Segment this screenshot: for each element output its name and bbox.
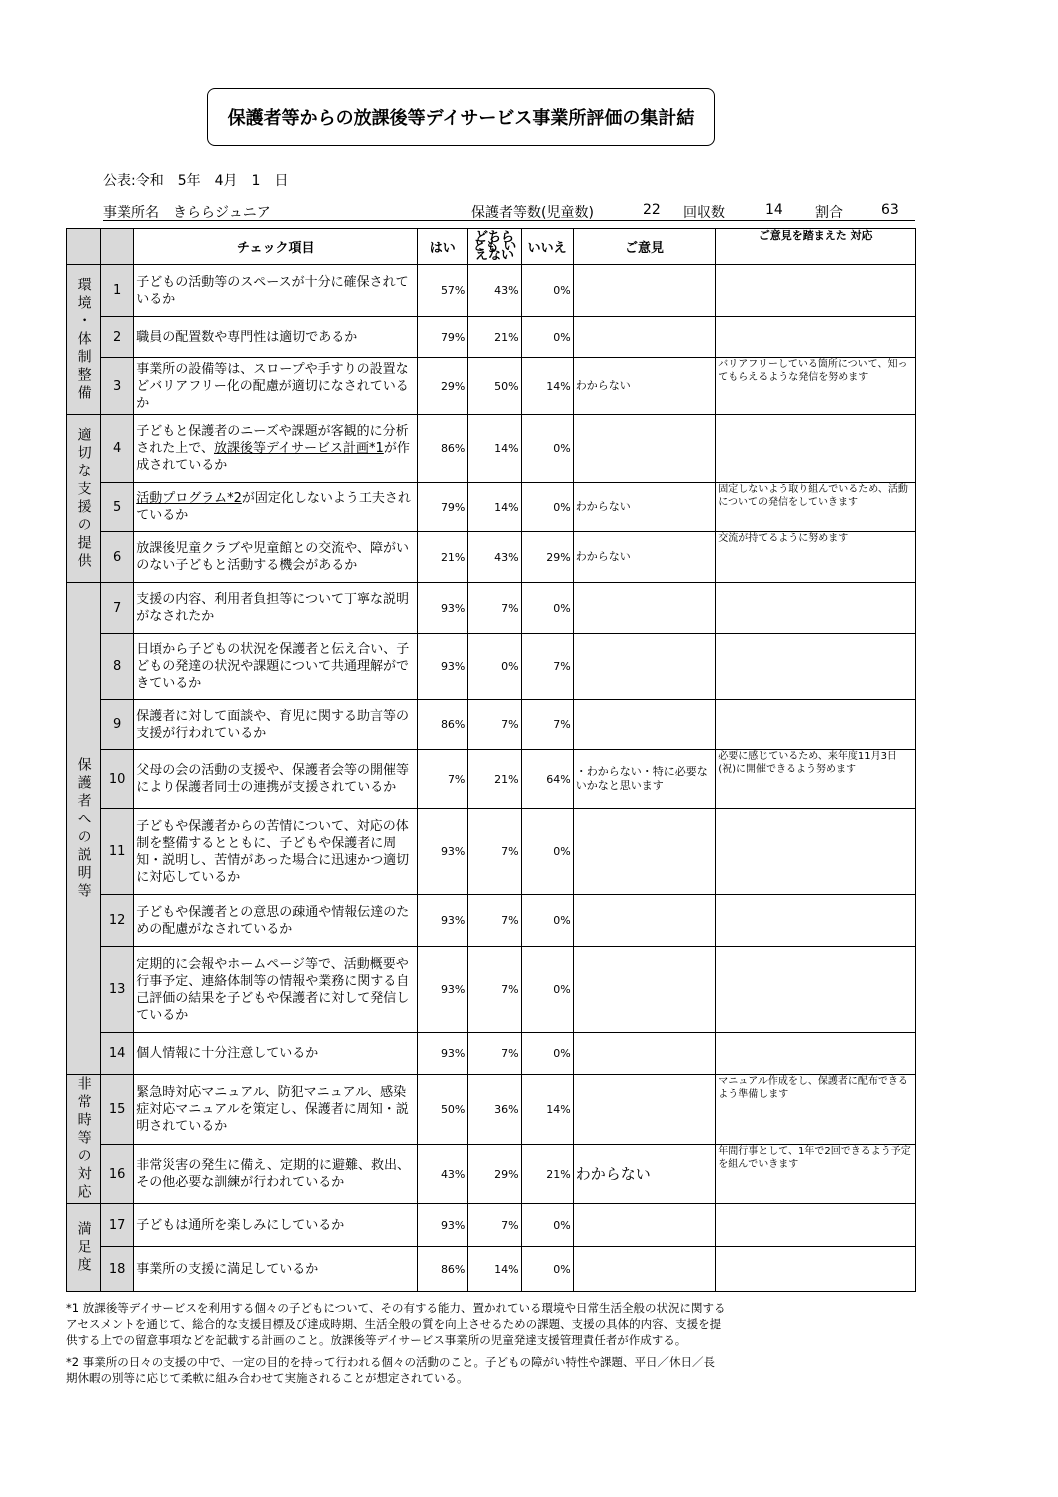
table-row: [67, 583, 916, 634]
neither-pct: 7%: [468, 947, 521, 1033]
table-row: [67, 415, 916, 483]
response: 必要に感じているため、来年度11月3日(祝)に開催できるよう努めます: [716, 750, 916, 809]
neither-pct: 21%: [468, 317, 521, 358]
opinion: わからない: [573, 483, 716, 532]
opinion: [573, 1204, 716, 1247]
table-row: [67, 1145, 916, 1204]
check-item: 非常災害の発生に備え、定期的に避難、救出、その他必要な訓練が行われているか: [134, 1145, 418, 1204]
no-pct: 14%: [521, 1075, 573, 1145]
table-row: [67, 1204, 916, 1247]
check-item-text: が作成されているか: [136, 441, 410, 473]
table-row: [67, 483, 916, 532]
response: [716, 317, 916, 358]
check-item: [134, 415, 418, 483]
yes-pct: 29%: [418, 358, 468, 415]
check-item: 子どもの活動等のスペースが十分に確保されているか: [134, 265, 418, 317]
table-row: [67, 700, 916, 750]
header-opinion: ご意見: [573, 229, 716, 265]
row-number: 6: [101, 532, 134, 583]
no-pct: 21%: [521, 1145, 573, 1204]
neither-pct: 36%: [468, 1075, 521, 1145]
table-row: [67, 634, 916, 700]
no-pct: 29%: [521, 532, 573, 583]
table-row: [67, 1075, 916, 1145]
category-satisfaction: 満足度: [67, 1204, 101, 1292]
check-item: 定期的に会報やホームページ等で、活動概要や行事予定、連絡体制等の情報や業務に関する自己評価の結果を子どもや保護者に対して発信しているか: [134, 947, 418, 1033]
opinion: [573, 700, 716, 750]
check-item: 事業所の設備等は、スロープや手すりの設置などバリアフリー化の配慮が適切になされているか: [134, 358, 418, 415]
header-row: [67, 229, 916, 265]
no-pct: 0%: [521, 947, 573, 1033]
table-row: [67, 1033, 916, 1075]
row-number: 11: [101, 809, 134, 895]
row-number: 9: [101, 700, 134, 750]
row-number: 2: [101, 317, 134, 358]
header-number: [101, 229, 134, 265]
table-row: [67, 809, 916, 895]
yes-pct: 79%: [418, 317, 468, 358]
yes-pct: 79%: [418, 483, 468, 532]
no-pct: 7%: [521, 700, 573, 750]
row-number: 5: [101, 483, 134, 532]
program-note-link: 活動プログラム*2: [136, 491, 242, 506]
neither-pct: 50%: [468, 358, 521, 415]
response: 交流が持てるように努めます: [716, 532, 916, 583]
yes-pct: 86%: [418, 700, 468, 750]
opinion: [573, 947, 716, 1033]
no-pct: 0%: [521, 265, 573, 317]
table-row: [67, 358, 916, 415]
response: [716, 1204, 916, 1247]
response: [716, 809, 916, 895]
category-emergency: 非常時等の対応: [67, 1075, 101, 1204]
row-number: 4: [101, 415, 134, 483]
collected-value: 14: [765, 202, 783, 218]
check-item: 放課後児童クラブや児童館との交流や、障がいのない子どもと活動する機会があるか: [134, 532, 418, 583]
opinion: [573, 895, 716, 947]
row-number: 15: [101, 1075, 134, 1145]
check-item: [134, 483, 418, 532]
row-number: 8: [101, 634, 134, 700]
yes-pct: 93%: [418, 583, 468, 634]
ratio-value: 63: [881, 202, 899, 218]
neither-pct: 0%: [468, 634, 521, 700]
no-pct: 64%: [521, 750, 573, 809]
no-pct: 0%: [521, 317, 573, 358]
row-number: 7: [101, 583, 134, 634]
check-item: 支援の内容、利用者負担等について丁寧な説明がなされたか: [134, 583, 418, 634]
no-pct: 7%: [521, 634, 573, 700]
neither-pct: 7%: [468, 583, 521, 634]
neither-pct: 43%: [468, 532, 521, 583]
neither-pct: 43%: [468, 265, 521, 317]
check-item: 子どもは通所を楽しみにしているか: [134, 1204, 418, 1247]
survey-info: [103, 202, 915, 221]
category-explanation: 保護者への説明等: [67, 583, 101, 1075]
opinion: [573, 634, 716, 700]
row-number: 10: [101, 750, 134, 809]
yes-pct: 93%: [418, 809, 468, 895]
no-pct: 0%: [521, 415, 573, 483]
check-item: 保護者に対して面談や、育児に関する助言等の支援が行われているか: [134, 700, 418, 750]
table-row: [67, 532, 916, 583]
yes-pct: 7%: [418, 750, 468, 809]
check-item: 事業所の支援に満足しているか: [134, 1247, 418, 1292]
response: [716, 700, 916, 750]
response: 固定しないよう取り組んでいるため、活動についての発信をしていきます: [716, 483, 916, 532]
response: マニュアル作成をし、保護者に配布できるよう準備します: [716, 1075, 916, 1145]
header-no: いいえ: [521, 229, 573, 265]
table-row: [67, 317, 916, 358]
neither-pct: 7%: [468, 1033, 521, 1075]
response: [716, 415, 916, 483]
category-environment: 環境・体制整備: [67, 265, 101, 415]
category-support: 適切な支援の提供: [67, 415, 101, 583]
yes-pct: 86%: [418, 415, 468, 483]
neither-pct: 7%: [468, 809, 521, 895]
check-item: 子どもや保護者との意思の疎通や情報伝達のための配慮がなされているか: [134, 895, 418, 947]
opinion: [573, 1033, 716, 1075]
neither-pct: 14%: [468, 483, 521, 532]
check-item: 父母の会の活動の支援や、保護者会等の開催等により保護者同士の連携が支援されているか: [134, 750, 418, 809]
check-item: 個人情報に十分注意しているか: [134, 1033, 418, 1075]
no-pct: 0%: [521, 809, 573, 895]
response: [716, 1247, 916, 1292]
no-pct: 0%: [521, 895, 573, 947]
neither-pct: 7%: [468, 895, 521, 947]
check-item-text: 子どもと保護者のニーズや課題が客観的に分析された上で、: [136, 424, 409, 456]
table-row: [67, 947, 916, 1033]
footnote-2: *2 事業所の日々の支援の中で、一定の目的を持って行われる個々の活動のこと。子どもの障がい特性や課題、平日／休日／長期休暇の別等に応じて柔軟に組み合わせて実施されることが想定されている。: [66, 1355, 715, 1385]
count-value: 22: [643, 202, 661, 218]
yes-pct: 93%: [418, 1033, 468, 1075]
check-item: 日頃から子どもの状況を保護者と伝え合い、子どもの発達の状況や課題について共通理解ができているか: [134, 634, 418, 700]
neither-pct: 7%: [468, 1204, 521, 1247]
footnotes: [66, 1300, 726, 1392]
response: [716, 583, 916, 634]
response: [716, 634, 916, 700]
response: バリアフリーしている箇所について、知ってもらえるような発信を努めます: [716, 358, 916, 415]
row-number: 12: [101, 895, 134, 947]
check-item-text: が固定化しないよう工夫されているか: [136, 491, 411, 523]
response: [716, 265, 916, 317]
header-category: [67, 229, 101, 265]
footnote-1: *1 放課後等デイサービスを利用する個々の子どもについて、その有する能力、置かれている環境や日常生活全般の状況に関するアセスメントを通じて、総合的な支援目標及び達成時期、生活全般の質を向上させるための課題、支援の具体的内容、支援を提供する上での留意事項などを記載する計画のこと。放課後等デイサービス事業所の児童発達支援管理責任者が作成する。: [66, 1301, 726, 1347]
yes-pct: 21%: [418, 532, 468, 583]
response: [716, 947, 916, 1033]
neither-pct: 29%: [468, 1145, 521, 1204]
table-row: [67, 265, 916, 317]
page-title: 保護者等からの放課後等デイサービス事業所評価の集計結: [207, 88, 715, 146]
yes-pct: 93%: [418, 634, 468, 700]
row-number: 14: [101, 1033, 134, 1075]
yes-pct: 43%: [418, 1145, 468, 1204]
response: [716, 895, 916, 947]
table-row: [67, 1247, 916, 1292]
header-item: チェック項目: [134, 229, 418, 265]
row-number: 18: [101, 1247, 134, 1292]
count-label: 保護者等数(児童数): [471, 205, 594, 221]
plan-note-link: 放課後等デイサービス計画*1: [213, 441, 384, 456]
check-item: 職員の配置数や専門性は適切であるか: [134, 317, 418, 358]
no-pct: 0%: [521, 1247, 573, 1292]
neither-pct: 14%: [468, 415, 521, 483]
no-pct: 0%: [521, 1033, 573, 1075]
yes-pct: 57%: [418, 265, 468, 317]
response: [716, 1033, 916, 1075]
opinion: [573, 265, 716, 317]
opinion: [573, 583, 716, 634]
response: 年間行事として、1年で2回できるよう予定を組んでいきます: [716, 1145, 916, 1204]
office-name: 事業所名 きららジュニア: [103, 205, 271, 221]
no-pct: 14%: [521, 358, 573, 415]
opinion: ・わからない・特に必要ないかなと思います: [573, 750, 716, 809]
yes-pct: 86%: [418, 1247, 468, 1292]
no-pct: 0%: [521, 583, 573, 634]
opinion: [573, 1075, 716, 1145]
opinion: わからない: [573, 358, 716, 415]
row-number: 16: [101, 1145, 134, 1204]
ratio-label: 割合: [815, 205, 843, 221]
yes-pct: 50%: [418, 1075, 468, 1145]
header-neither: どちらとも いえない: [468, 229, 521, 265]
table-row: [67, 750, 916, 809]
opinion: わからない: [573, 1145, 716, 1204]
yes-pct: 93%: [418, 947, 468, 1033]
opinion: わからない: [573, 532, 716, 583]
header-response: ご意見を踏まえた 対応: [716, 229, 916, 265]
published-date: 公表:令和 5年 4月 1 日: [103, 173, 289, 189]
row-number: 3: [101, 358, 134, 415]
no-pct: 0%: [521, 1204, 573, 1247]
neither-pct: 14%: [468, 1247, 521, 1292]
opinion: [573, 809, 716, 895]
collected-label: 回収数: [683, 205, 725, 221]
table-row: [67, 895, 916, 947]
check-item: 子どもや保護者からの苦情について、対応の体制を整備するとともに、子どもや保護者に周知・説明し、苦情があった場合に迅速かつ適切に対応しているか: [134, 809, 418, 895]
opinion: [573, 317, 716, 358]
neither-pct: 21%: [468, 750, 521, 809]
check-item: 緊急時対応マニュアル、防犯マニュアル、感染症対応マニュアルを策定し、保護者に周知・説明されているか: [134, 1075, 418, 1145]
no-pct: 0%: [521, 483, 573, 532]
opinion: [573, 1247, 716, 1292]
neither-pct: 7%: [468, 700, 521, 750]
row-number: 1: [101, 265, 134, 317]
row-number: 17: [101, 1204, 134, 1247]
yes-pct: 93%: [418, 895, 468, 947]
row-number: 13: [101, 947, 134, 1033]
opinion: [573, 415, 716, 483]
header-yes: はい: [418, 229, 468, 265]
evaluation-table: [66, 228, 916, 1292]
yes-pct: 93%: [418, 1204, 468, 1247]
